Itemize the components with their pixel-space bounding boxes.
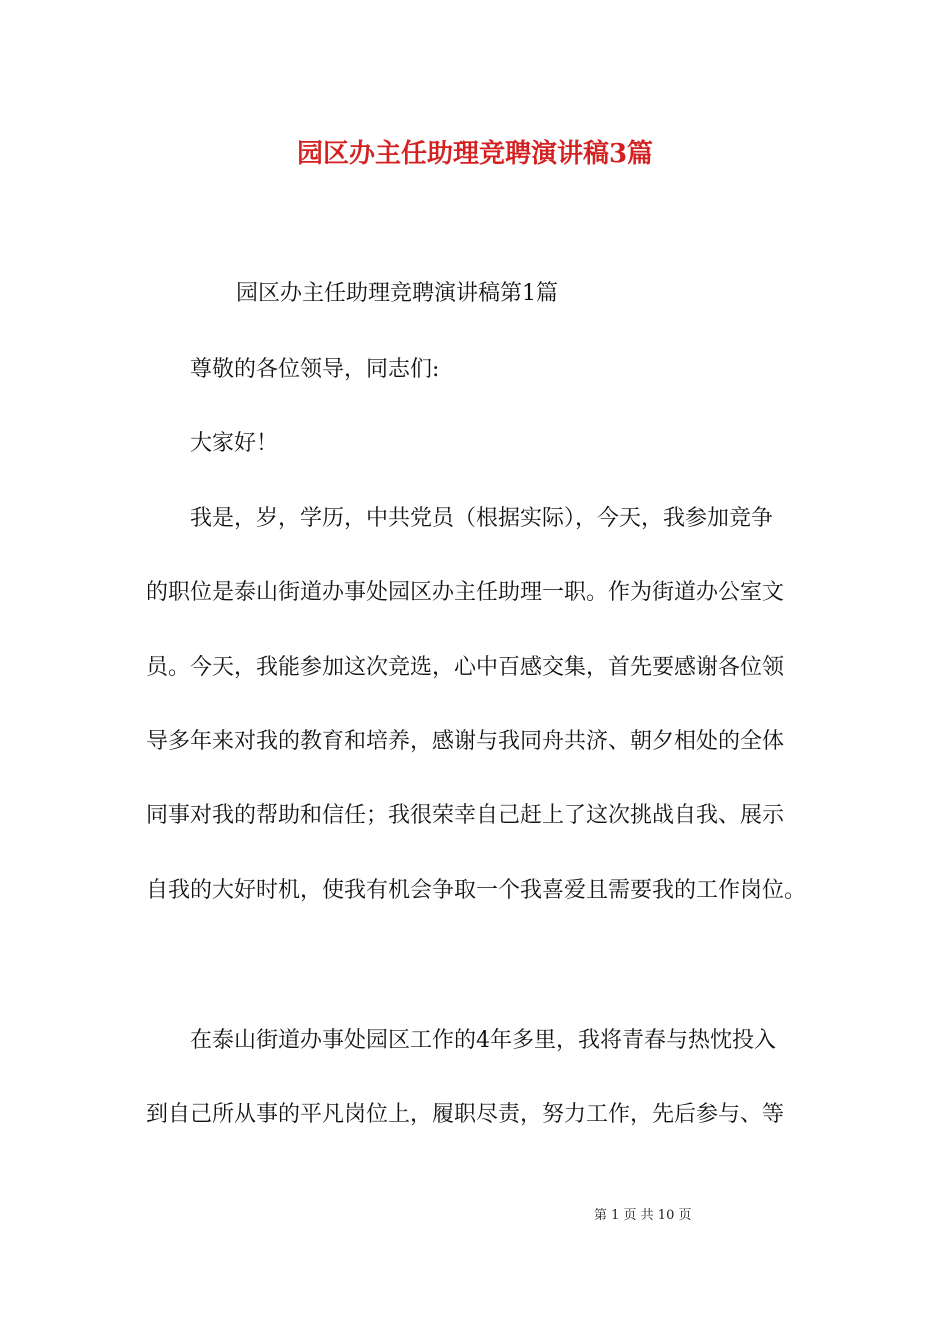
paragraph-line: 到自己所从事的平凡岗位上，履职尽责，努力工作，先后参与、等 [146, 1102, 785, 1127]
paragraph-line: 在泰山街道办事处园区工作的4年多里，我将青春与热忱投入 [190, 1028, 776, 1053]
salutation: 尊敬的各位领导，同志们: [190, 357, 440, 382]
paragraph-line: 同事对我的帮助和信任；我很荣幸自己赶上了这次挑战自我、展示 [146, 803, 785, 828]
page-number-footer: 第 1 页 共 10 页 [594, 1208, 692, 1223]
greeting: 大家好！ [190, 431, 279, 456]
section-heading: 园区办主任助理竞聘演讲稿第1篇 [236, 281, 558, 306]
paragraph-line: 自我的大好时机，使我有机会争取一个我喜爱且需要我的工作岗位。 [146, 878, 807, 903]
paragraph-line: 我是，岁，学历，中共党员（根据实际），今天，我参加竞争 [190, 506, 774, 531]
paragraph-line: 导多年来对我的教育和培养，感谢与我同舟共济、朝夕相处的全体 [146, 729, 785, 754]
paragraph-line: 的职位是泰山街道办事处园区办主任助理一职。作为街道办公室文 [146, 580, 785, 605]
paragraph-line: 员。今天，我能参加这次竞选，心中百感交集，首先要感谢各位领 [146, 655, 785, 680]
document-title: 园区办主任助理竞聘演讲稿3篇 [296, 139, 654, 169]
